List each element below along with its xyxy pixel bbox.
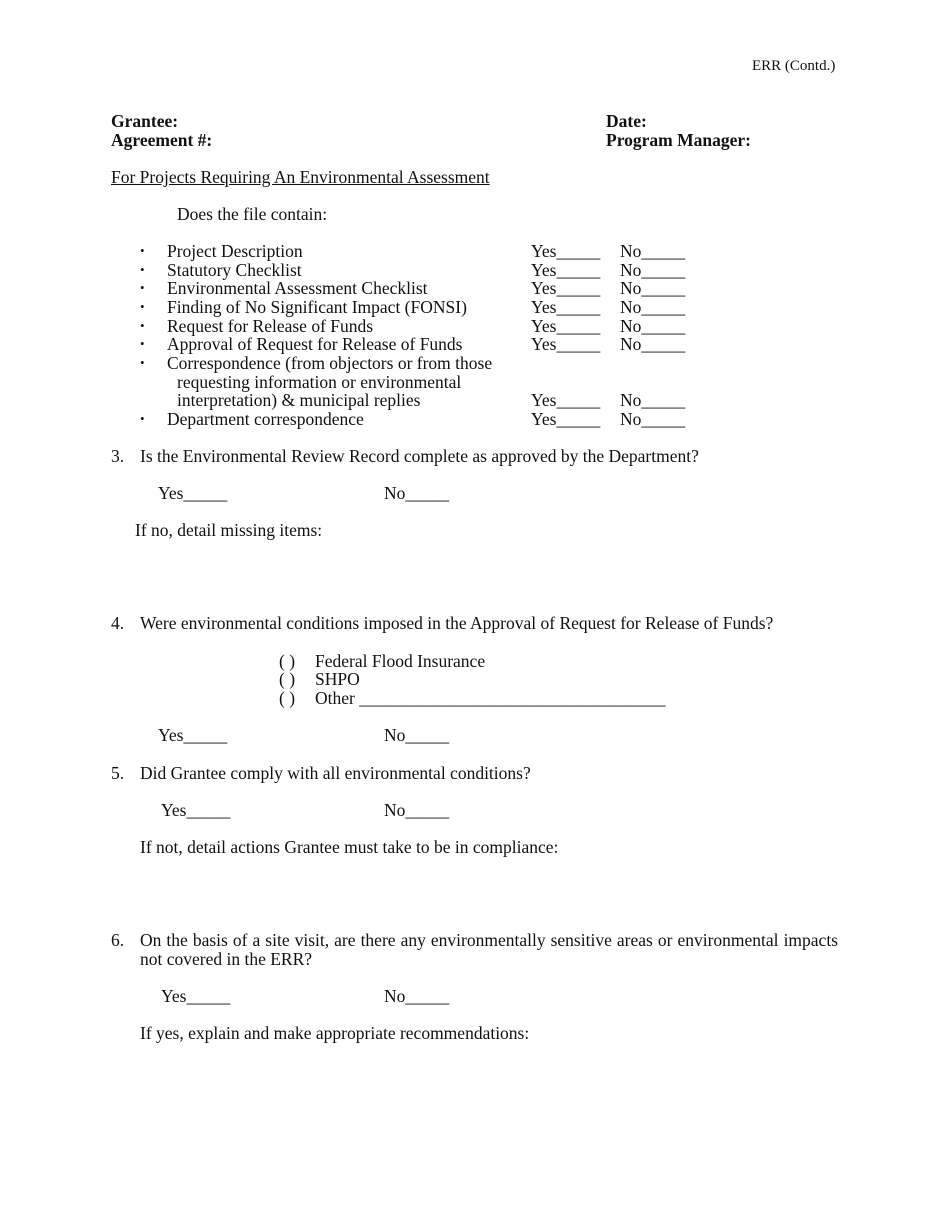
yes-blank[interactable]: Yes_____ bbox=[531, 278, 601, 298]
item-label-line2: requesting information or environmental bbox=[177, 372, 462, 392]
section-title: For Projects Requiring An Environmental Assessment bbox=[111, 167, 490, 187]
bullet: • bbox=[140, 336, 145, 351]
no-blank[interactable]: No_____ bbox=[620, 334, 686, 354]
bullet: • bbox=[140, 318, 145, 333]
no-blank[interactable]: No_____ bbox=[620, 260, 686, 280]
no-blank[interactable]: No_____ bbox=[384, 725, 450, 745]
bullet: • bbox=[140, 280, 145, 295]
no-blank[interactable]: No_____ bbox=[384, 800, 450, 820]
option-label: Federal Flood Insurance bbox=[315, 651, 486, 671]
yes-blank[interactable]: Yes_____ bbox=[531, 297, 601, 317]
option-label[interactable]: Other ___________________________________ bbox=[315, 688, 666, 708]
question-text: Were environmental conditions imposed in the Approval of Request for Release of Funds? bbox=[140, 613, 774, 633]
option-checkbox[interactable]: ( ) bbox=[279, 651, 296, 671]
item-label: Correspondence (from objectors or from those bbox=[167, 353, 493, 373]
agreement-label: Agreement #: bbox=[111, 130, 213, 150]
option-label: SHPO bbox=[315, 669, 360, 689]
question-text: Is the Environmental Review Record complete as approved by the Department? bbox=[140, 446, 699, 466]
bullet: • bbox=[140, 411, 145, 426]
no-blank[interactable]: No_____ bbox=[384, 986, 450, 1006]
question-number: 6. bbox=[111, 930, 125, 950]
bullet: • bbox=[140, 299, 145, 314]
does-file-contain: Does the file contain: bbox=[177, 204, 328, 224]
no-blank[interactable]: No_____ bbox=[384, 483, 450, 503]
yes-blank[interactable]: Yes_____ bbox=[531, 260, 601, 280]
yes-blank[interactable]: Yes_____ bbox=[531, 241, 601, 261]
question-text: On the basis of a site visit, are there any environmentally sensitive areas or environmental impacts not covered in the ERR? bbox=[140, 930, 838, 969]
followup-text: If no, detail missing items: bbox=[135, 520, 323, 540]
followup-text: If not, detail actions Grantee must take to be in compliance: bbox=[140, 837, 559, 857]
yes-blank[interactable]: Yes_____ bbox=[531, 316, 601, 336]
yes-blank[interactable]: Yes_____ bbox=[158, 483, 228, 503]
yes-blank[interactable]: Yes_____ bbox=[531, 409, 601, 429]
yes-blank[interactable]: Yes_____ bbox=[158, 725, 228, 745]
no-blank[interactable]: No_____ bbox=[620, 409, 686, 429]
program-manager-label: Program Manager: bbox=[606, 130, 751, 150]
item-label-line3: interpretation) & municipal replies bbox=[177, 390, 421, 410]
question-number: 3. bbox=[111, 446, 125, 466]
grantee-label: Grantee: bbox=[111, 111, 179, 131]
yes-blank[interactable]: Yes_____ bbox=[531, 334, 601, 354]
bullet: • bbox=[140, 262, 145, 277]
no-blank[interactable]: No_____ bbox=[620, 278, 686, 298]
no-blank[interactable]: No_____ bbox=[620, 316, 686, 336]
no-blank[interactable]: No_____ bbox=[620, 297, 686, 317]
item-label: Project Description bbox=[167, 241, 303, 261]
bullet: • bbox=[140, 355, 145, 370]
page-header-contd: ERR (Contd.) bbox=[752, 58, 836, 74]
no-blank[interactable]: No_____ bbox=[620, 241, 686, 261]
item-label: Statutory Checklist bbox=[167, 260, 302, 280]
option-checkbox[interactable]: ( ) bbox=[279, 669, 296, 689]
yes-blank[interactable]: Yes_____ bbox=[531, 390, 601, 410]
yes-blank[interactable]: Yes_____ bbox=[161, 800, 231, 820]
question-number: 4. bbox=[111, 613, 125, 633]
followup-text: If yes, explain and make appropriate recommendations: bbox=[140, 1023, 530, 1043]
yes-blank[interactable]: Yes_____ bbox=[161, 986, 231, 1006]
item-label: Approval of Request for Release of Funds bbox=[167, 334, 463, 354]
question-text: Did Grantee comply with all environmental conditions? bbox=[140, 763, 531, 783]
item-label: Environmental Assessment Checklist bbox=[167, 278, 428, 298]
option-checkbox[interactable]: ( ) bbox=[279, 688, 296, 708]
item-label: Finding of No Significant Impact (FONSI) bbox=[167, 297, 467, 317]
item-label: Request for Release of Funds bbox=[167, 316, 374, 336]
date-label: Date: bbox=[606, 111, 647, 131]
item-label: Department correspondence bbox=[167, 409, 364, 429]
no-blank[interactable]: No_____ bbox=[620, 390, 686, 410]
bullet: • bbox=[140, 243, 145, 258]
question-number: 5. bbox=[111, 763, 125, 783]
